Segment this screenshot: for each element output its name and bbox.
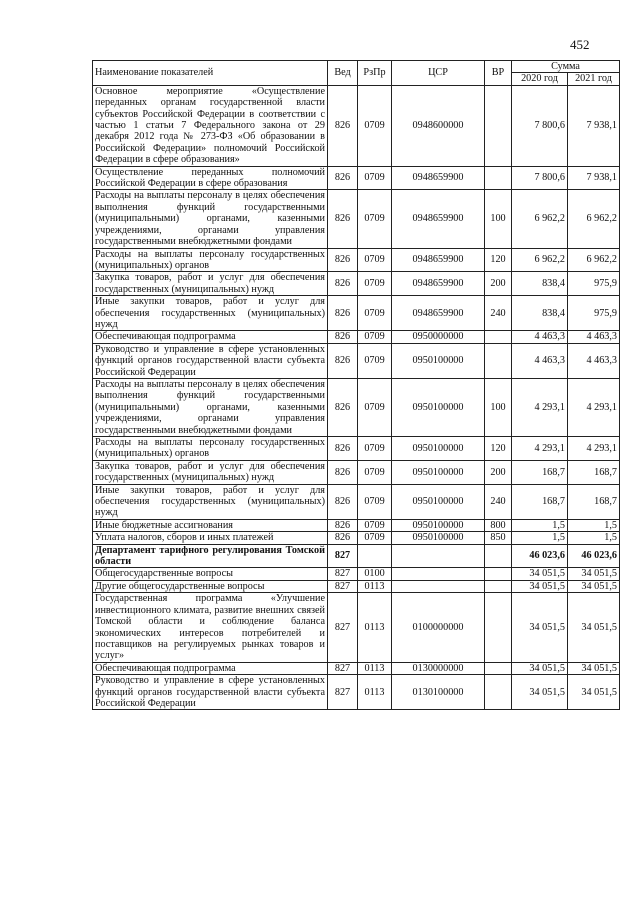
row-name: Расходы на выплаты персоналу государственных (муниципальных) органов <box>93 437 328 461</box>
row-vr <box>485 85 512 166</box>
row-sum-2021: 1,5 <box>568 532 620 544</box>
row-name: Обеспечивающая подпрограмма <box>93 662 328 674</box>
row-name: Расходы на выплаты персоналу в целях обеспечения выполнения функций государственными (муниципальными) органами, казенными учреждениями, органами управления государственными внебюджетными фондами <box>93 190 328 248</box>
row-csr <box>392 580 485 592</box>
row-csr: 0950100000 <box>392 343 485 378</box>
row-vr <box>485 662 512 674</box>
row-csr <box>392 568 485 580</box>
row-rzpr: 0709 <box>358 378 392 436</box>
row-rzpr: 0113 <box>358 593 392 662</box>
row-sum-2021: 1,5 <box>568 519 620 531</box>
row-csr: 0948600000 <box>392 85 485 166</box>
row-sum-2021: 6 962,2 <box>568 248 620 272</box>
row-sum-2021: 4 463,3 <box>568 331 620 343</box>
row-sum-2020: 4 463,3 <box>512 331 568 343</box>
row-sum-2021: 168,7 <box>568 484 620 519</box>
row-rzpr: 0100 <box>358 568 392 580</box>
row-sum-2021: 7 938,1 <box>568 166 620 190</box>
row-sum-2021: 34 051,5 <box>568 675 620 710</box>
row-sum-2021: 34 051,5 <box>568 593 620 662</box>
row-rzpr: 0113 <box>358 675 392 710</box>
row-name: Иные закупки товаров, работ и услуг для обеспечения государственных (муниципальных) нужд <box>93 296 328 331</box>
row-sum-2020: 46 023,6 <box>512 544 568 568</box>
row-vr: 200 <box>485 460 512 484</box>
header-rzpr: РзПр <box>358 61 392 86</box>
table-row <box>93 568 620 580</box>
row-vr: 850 <box>485 532 512 544</box>
row-sum-2021: 46 023,6 <box>568 544 620 568</box>
row-rzpr: 0709 <box>358 272 392 296</box>
row-ved: 827 <box>328 544 358 568</box>
row-ved: 826 <box>328 85 358 166</box>
header-2020: 2020 год <box>512 73 568 85</box>
row-vr: 120 <box>485 248 512 272</box>
header-csr: ЦСР <box>392 61 485 86</box>
row-name: Расходы на выплаты персоналу в целях обеспечения выполнения функций государственными (муниципальными) органами, казенными учреждениями, органами управления государственными внебюджетными фондами <box>93 378 328 436</box>
row-vr: 100 <box>485 190 512 248</box>
row-rzpr: 0709 <box>358 190 392 248</box>
row-ved: 826 <box>328 248 358 272</box>
row-sum-2020: 838,4 <box>512 272 568 296</box>
row-csr: 0950100000 <box>392 437 485 461</box>
row-name: Иные бюджетные ассигнования <box>93 519 328 531</box>
row-name: Руководство и управление в сфере установленных функций органов государственной власти субъекта Российской Федерации <box>93 343 328 378</box>
row-ved: 827 <box>328 593 358 662</box>
row-sum-2021: 34 051,5 <box>568 580 620 592</box>
row-rzpr: 0709 <box>358 248 392 272</box>
row-sum-2020: 4 293,1 <box>512 437 568 461</box>
row-sum-2020: 6 962,2 <box>512 190 568 248</box>
row-csr: 0948659900 <box>392 272 485 296</box>
row-name: Закупка товаров, работ и услуг для обеспечения государственных (муниципальных) нужд <box>93 272 328 296</box>
row-sum-2020: 1,5 <box>512 519 568 531</box>
row-rzpr: 0709 <box>358 460 392 484</box>
table-row <box>93 675 620 710</box>
row-sum-2021: 34 051,5 <box>568 662 620 674</box>
row-rzpr: 0113 <box>358 580 392 592</box>
page-number: 452 <box>570 37 590 52</box>
row-ved: 827 <box>328 580 358 592</box>
row-ved: 826 <box>328 519 358 531</box>
row-vr: 200 <box>485 272 512 296</box>
row-csr: 0948659900 <box>392 248 485 272</box>
row-csr: 0948659900 <box>392 296 485 331</box>
row-vr <box>485 568 512 580</box>
row-ved: 826 <box>328 272 358 296</box>
row-name: Уплата налогов, сборов и иных платежей <box>93 532 328 544</box>
row-sum-2021: 4 293,1 <box>568 437 620 461</box>
row-vr <box>485 166 512 190</box>
table-row <box>93 378 620 436</box>
row-vr: 800 <box>485 519 512 531</box>
row-sum-2021: 6 962,2 <box>568 190 620 248</box>
row-csr: 0950100000 <box>392 532 485 544</box>
row-rzpr <box>358 544 392 568</box>
row-csr: 0950100000 <box>392 378 485 436</box>
table-row <box>93 593 620 662</box>
row-csr: 0950100000 <box>392 519 485 531</box>
row-sum-2021: 975,9 <box>568 296 620 331</box>
table-row <box>93 580 620 592</box>
row-name: Департамент тарифного регулирования Томской области <box>93 544 328 568</box>
budget-table <box>92 60 620 710</box>
table-row <box>93 460 620 484</box>
row-csr: 0948659900 <box>392 190 485 248</box>
row-rzpr: 0709 <box>358 519 392 531</box>
table-row <box>93 662 620 674</box>
row-rzpr: 0709 <box>358 331 392 343</box>
table-row <box>93 544 620 568</box>
row-ved: 827 <box>328 662 358 674</box>
row-ved: 826 <box>328 343 358 378</box>
row-sum-2020: 4 293,1 <box>512 378 568 436</box>
row-vr <box>485 331 512 343</box>
row-ved: 826 <box>328 166 358 190</box>
table-row <box>93 484 620 519</box>
row-rzpr: 0709 <box>358 437 392 461</box>
row-name: Иные закупки товаров, работ и услуг для обеспечения государственных (муниципальных) нужд <box>93 484 328 519</box>
row-name: Государственная программа «Улучшение инвестиционного климата, развитие внешних связей Томской области и соблюдение баланса экономических интересов потребителей и поставщиков на регулируемых рынках товаров и услуг» <box>93 593 328 662</box>
row-sum-2020: 34 051,5 <box>512 568 568 580</box>
row-ved: 826 <box>328 532 358 544</box>
header-vr: ВР <box>485 61 512 86</box>
row-sum-2021: 4 463,3 <box>568 343 620 378</box>
row-sum-2020: 34 051,5 <box>512 675 568 710</box>
row-ved: 827 <box>328 568 358 580</box>
row-sum-2021: 168,7 <box>568 460 620 484</box>
row-vr: 240 <box>485 296 512 331</box>
table-row <box>93 166 620 190</box>
row-name: Осуществление переданных полномочий Российской Федерации в сфере образования <box>93 166 328 190</box>
row-ved: 826 <box>328 190 358 248</box>
row-sum-2020: 34 051,5 <box>512 593 568 662</box>
budget-table-body <box>93 85 620 710</box>
row-ved: 826 <box>328 296 358 331</box>
row-vr <box>485 593 512 662</box>
row-sum-2021: 7 938,1 <box>568 85 620 166</box>
row-csr: 0100000000 <box>392 593 485 662</box>
row-name: Другие общегосударственные вопросы <box>93 580 328 592</box>
row-name: Основное мероприятие «Осуществление переданных органам государственной власти субъектов Российской Федерации в соответствии с частью 1 статьи 7 Федерального закона от 29 декабря 2012 года № 273-ФЗ «Об образовании в Российской Федерации» полномочий Российской Федерации в сфере образования» <box>93 85 328 166</box>
row-rzpr: 0113 <box>358 662 392 674</box>
row-rzpr: 0709 <box>358 343 392 378</box>
row-sum-2021: 975,9 <box>568 272 620 296</box>
row-csr: 0130100000 <box>392 675 485 710</box>
row-sum-2020: 168,7 <box>512 484 568 519</box>
row-name: Закупка товаров, работ и услуг для обеспечения государственных (муниципальных) нужд <box>93 460 328 484</box>
row-csr: 0950100000 <box>392 484 485 519</box>
row-ved: 826 <box>328 484 358 519</box>
row-sum-2020: 838,4 <box>512 296 568 331</box>
header-ved: Вед <box>328 61 358 86</box>
table-row <box>93 248 620 272</box>
row-vr <box>485 544 512 568</box>
table-row <box>93 272 620 296</box>
row-sum-2020: 7 800,6 <box>512 85 568 166</box>
table-row <box>93 532 620 544</box>
row-vr: 120 <box>485 437 512 461</box>
row-vr: 240 <box>485 484 512 519</box>
row-csr: 0130000000 <box>392 662 485 674</box>
row-rzpr: 0709 <box>358 532 392 544</box>
header-sum: Сумма <box>512 61 620 73</box>
header-name: Наименование показателей <box>93 61 328 86</box>
table-row <box>93 519 620 531</box>
row-vr <box>485 580 512 592</box>
table-row <box>93 331 620 343</box>
row-name: Руководство и управление в сфере установленных функций органов государственной власти субъекта Российской Федерации <box>93 675 328 710</box>
row-ved: 826 <box>328 460 358 484</box>
row-rzpr: 0709 <box>358 85 392 166</box>
row-csr <box>392 544 485 568</box>
row-sum-2020: 4 463,3 <box>512 343 568 378</box>
row-sum-2021: 4 293,1 <box>568 378 620 436</box>
table-row <box>93 437 620 461</box>
row-vr <box>485 675 512 710</box>
row-rzpr: 0709 <box>358 296 392 331</box>
row-csr: 0950100000 <box>392 460 485 484</box>
row-ved: 826 <box>328 437 358 461</box>
row-sum-2020: 6 962,2 <box>512 248 568 272</box>
row-name: Общегосударственные вопросы <box>93 568 328 580</box>
row-name: Расходы на выплаты персоналу государственных (муниципальных) органов <box>93 248 328 272</box>
row-ved: 826 <box>328 378 358 436</box>
row-rzpr: 0709 <box>358 166 392 190</box>
row-sum-2020: 1,5 <box>512 532 568 544</box>
header-2021: 2021 год <box>568 73 620 85</box>
row-rzpr: 0709 <box>358 484 392 519</box>
row-csr: 0948659900 <box>392 166 485 190</box>
row-sum-2020: 34 051,5 <box>512 662 568 674</box>
row-csr: 0950000000 <box>392 331 485 343</box>
table-row <box>93 296 620 331</box>
table-row <box>93 190 620 248</box>
row-vr: 100 <box>485 378 512 436</box>
row-sum-2021: 34 051,5 <box>568 568 620 580</box>
row-name: Обеспечивающая подпрограмма <box>93 331 328 343</box>
row-vr <box>485 343 512 378</box>
row-sum-2020: 168,7 <box>512 460 568 484</box>
row-sum-2020: 7 800,6 <box>512 166 568 190</box>
table-row <box>93 343 620 378</box>
row-ved: 827 <box>328 675 358 710</box>
row-sum-2020: 34 051,5 <box>512 580 568 592</box>
table-row <box>93 85 620 166</box>
row-ved: 826 <box>328 331 358 343</box>
